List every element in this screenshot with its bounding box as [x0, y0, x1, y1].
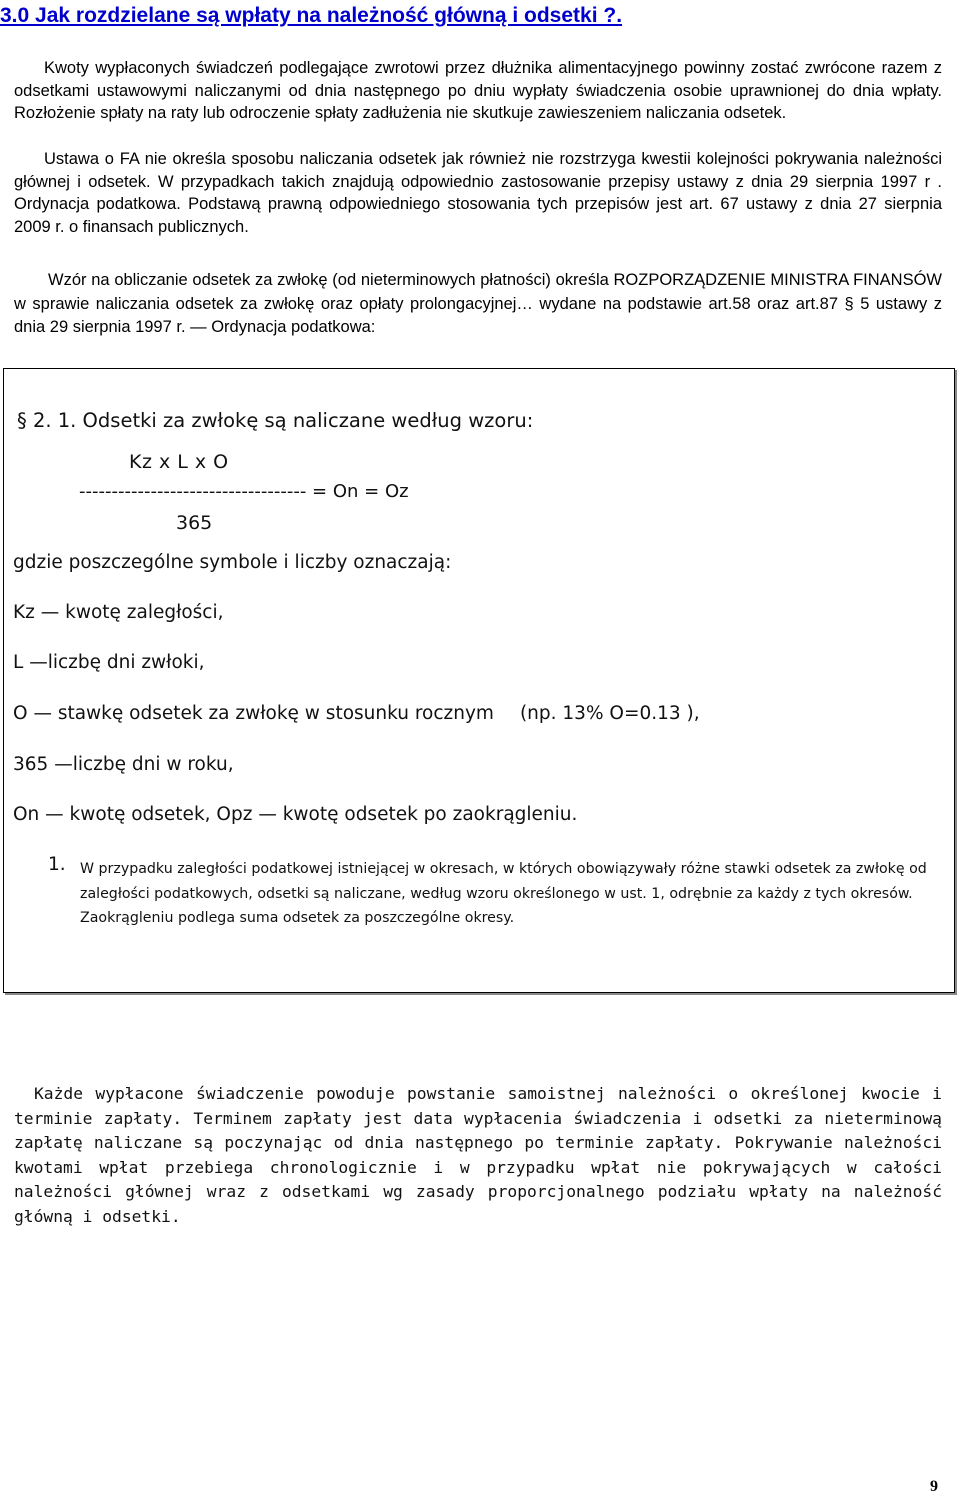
symbol-kz: Kz — kwotę zaległości, [13, 602, 224, 623]
symbols-intro: gdzie poszczególne symbole i liczby oznaczają: [13, 552, 452, 573]
paragraph-recovery [14, 57, 942, 125]
paragraph-regulation [14, 269, 942, 340]
symbol-o [13, 703, 700, 724]
formula-fraction-line: ----------------------------------- = On = Oz [79, 481, 409, 502]
paragraph-payment-allocation-text: Każde wypłacone świadczenie powoduje powstanie samoistnej należności o określonej kwocie i terminie zapłaty. Terminem zapłaty jest data wypłacenia świadczenia i odsetki za nieterminową zapłatę naliczane są poczynając od dnia następnego po terminie zapłaty. Pokrywanie należności kwotami wpłat przebiega chronologicznie i w przypadku wpłat nie pokrywających w całości należności głównej wraz z odsetkami wg zasady proporcjonalnego podziału wpłaty na należność główną i odsetki. [14, 1084, 942, 1226]
symbol-on: On — kwotę odsetek, Opz — kwotę odsetek po zaokrągleniu. [13, 804, 578, 825]
note-number: 1. [48, 854, 66, 875]
paragraph-payment-allocation [14, 1082, 942, 1229]
paragraph-recovery-text: Kwoty wypłaconych świadczeń podlegające zwrotowi przez dłużnika alimentacyjnego powinny zostać zwrócone razem z odsetkami ustawowymi naliczanymi od dnia następnego po dniu wypłaty świadczenia osobie uprawnionej do dnia wpłaty. Rozłożenie spłaty na raty lub odroczenie spłaty zadłużenia nie skutkuje zawieszeniem naliczania odsetek. [14, 59, 942, 122]
section-heading: 3.0 Jak rozdzielane są wpłaty na należność główną i odsetki ?. [0, 4, 623, 27]
symbol-o-example: (np. 13% O=0.13 ), [519, 703, 700, 724]
formula-numerator: Kz x L x O [129, 451, 229, 473]
symbol-365: 365 —liczbę dni w roku, [13, 754, 234, 775]
regulation-excerpt-box [3, 368, 955, 993]
symbol-o-text: O — stawkę odsetek za zwłokę w stosunku rocznym [13, 703, 494, 724]
note-text: W przypadku zaległości podatkowej istniejącej w okresach, w których obowiązywały różne stawki odsetek za zwłokę od zaległości podatkowych, odsetki są naliczane, według wzoru określonego w ust. 1, odrębnie za każdy z tych okresów. Zaokrągleniu podlega suma odsetek za poszczególne okresy. [80, 861, 927, 926]
paragraph-legal-basis-text: Ustawa o FA nie określa sposobu naliczania odsetek jak również nie rozstrzyga kwestii kolejności pokrywania należności głównej i odsetek. W przypadkach takich znajdują odpowiednio zastosowanie przepisy ustawy z dnia 29 sierpnia 1997 r . Ordynacja podatkowa. Podstawą prawną odpowiedniego stosowania tych przepisów jest art. 67 ustawy z dnia 27 sierpnia 2009 r. o finansach publicznych. [14, 150, 942, 236]
symbol-l: L —liczbę dni zwłoki, [13, 652, 205, 673]
paragraph-legal-basis [14, 148, 942, 238]
section-title: § 2. 1. Odsetki za zwłokę są naliczane według wzoru: [17, 409, 534, 432]
paragraph-regulation-text: Wzór na obliczanie odsetek za zwłokę (od nieterminowych płatności) określa ROZPORZĄDZENIE MINISTRA FINANSÓW w sprawie naliczania odsetek za zwłokę oraz opłaty prolongacyjnej… wydane na podstawie art.58 oraz art.87 § 5 ustawy z dnia 29 sierpnia 1997 r. — Ordynacja podatkowa: [14, 271, 942, 336]
page-number: 9 [930, 1478, 938, 1495]
formula-denominator: 365 [176, 512, 213, 534]
